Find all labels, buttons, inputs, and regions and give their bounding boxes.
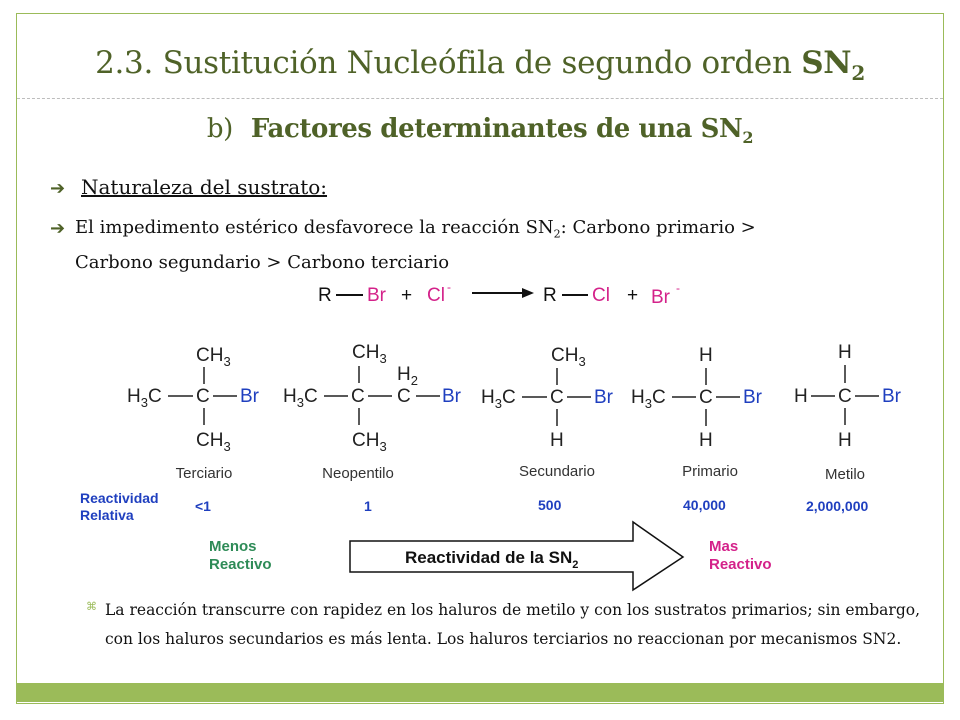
steric-paragraph: El impedimento estérico desfavorece la reacción $SN_2$: Carbono primario > Carbono segundario > Carbono terciario [75, 217, 756, 273]
label-secundario: Secundario [519, 463, 595, 480]
svg-text:C: C [196, 386, 210, 407]
reaction-equation [318, 280, 680, 308]
svg-text:CH3: $CH_3$ [196, 430, 231, 454]
svg-text:C: C [838, 386, 852, 407]
reactivity-label: Relativa [80, 507, 134, 523]
less-reactive-label: Menos [209, 538, 257, 555]
svg-text:H: H [794, 386, 808, 407]
structure-secundario [481, 345, 614, 451]
svg-text:H: H [699, 345, 713, 366]
footnote-paragraph: La reacción transcurre con rapidez en los haluros de metilo y con los sustratos primarios; sin embargo, con los haluros secundarios es más lenta. Los haluros terciarios no reaccionan por mecanismos SN2. [105, 601, 920, 648]
less-reactive-label: Reactivo [209, 556, 272, 573]
reactivity-label: Reactividad [80, 490, 159, 506]
bullet-x-icon: ⌘ [86, 600, 97, 613]
label-primario: Primario [682, 463, 738, 480]
label-terciario: Terciario [175, 465, 233, 482]
svg-text:CH3: $CH_3$ [352, 430, 387, 454]
charge-minus: - [676, 281, 680, 295]
plus-sign: + [401, 285, 413, 306]
reaction-arrow-icon [522, 288, 534, 298]
svg-text:H: H [550, 430, 564, 451]
structure-metilo [794, 342, 902, 451]
reagent-br: Br [367, 285, 386, 306]
chloride-ion: Cl [427, 285, 445, 306]
svg-text:C: C [397, 386, 411, 407]
svg-text:C: C [550, 387, 564, 408]
svg-text:Br: Br [882, 386, 901, 407]
arrow-right-icon: ➔ [50, 218, 66, 239]
svg-text:H: H [838, 430, 852, 451]
svg-text:H3C: $H_3C$ [127, 386, 162, 410]
more-reactive-label: Reactivo [709, 556, 772, 573]
title-sn: $SN_2$ [801, 45, 865, 86]
svg-text:CH3: $CH_3$ [551, 345, 586, 369]
svg-text:CH3: $CH_3$ [196, 345, 231, 369]
bromide-ion: Br [651, 287, 670, 308]
svg-text:Reactividad de la SN2: Reactividad de la $SN_2$ [405, 548, 579, 571]
plus-sign: + [627, 285, 639, 306]
reactivity-arrow [350, 522, 683, 590]
svg-text:Br: Br [240, 386, 259, 407]
label-neopentilo: Neopentilo [322, 465, 394, 482]
svg-text:H: H [838, 342, 852, 363]
svg-text:H3C: $H_3C$ [283, 386, 318, 410]
svg-text:Br: Br [743, 387, 762, 408]
subtitle-sub: 2 [742, 128, 754, 148]
title-text: 2.3. Sustitución Nucleófila de segundo orden [95, 45, 792, 81]
svg-text:C: C [351, 386, 365, 407]
more-reactive-label: Mas [709, 538, 739, 555]
svg-text:H3C: $H_3C$ [631, 387, 666, 411]
substrate-heading: Naturaleza del sustrato: [81, 175, 328, 199]
charge-minus: - [447, 280, 451, 294]
value-neopentilo: 1 [364, 498, 372, 514]
subtitle-letter: b) [206, 114, 233, 144]
value-metilo: 2,000,000 [806, 498, 869, 514]
label-metilo: Metilo [824, 466, 866, 483]
arrow-right-icon: ➔ [50, 178, 66, 199]
structure-neopentilo [283, 342, 462, 454]
svg-text:H2: $H_2$ [397, 364, 418, 388]
svg-text:H: H [699, 430, 713, 451]
value-primario: 40,000 [683, 497, 726, 513]
structure-primario [631, 345, 763, 451]
svg-text:Br: Br [442, 386, 461, 407]
svg-text:C: C [699, 387, 713, 408]
value-secundario: 500 [538, 497, 562, 513]
svg-text:CH3: $CH_3$ [352, 342, 387, 366]
bottom-accent-bar [17, 683, 943, 702]
subtitle-text: Factores determinantes de una SN [250, 114, 743, 144]
product-r: R [543, 285, 557, 306]
svg-text:Br: Br [594, 387, 613, 408]
svg-text:H3C: $H_3C$ [481, 387, 516, 411]
product-cl: Cl [592, 285, 610, 306]
reagent-r: R [318, 285, 332, 306]
value-terciario: <1 [195, 498, 211, 514]
structure-terciario [127, 345, 260, 454]
